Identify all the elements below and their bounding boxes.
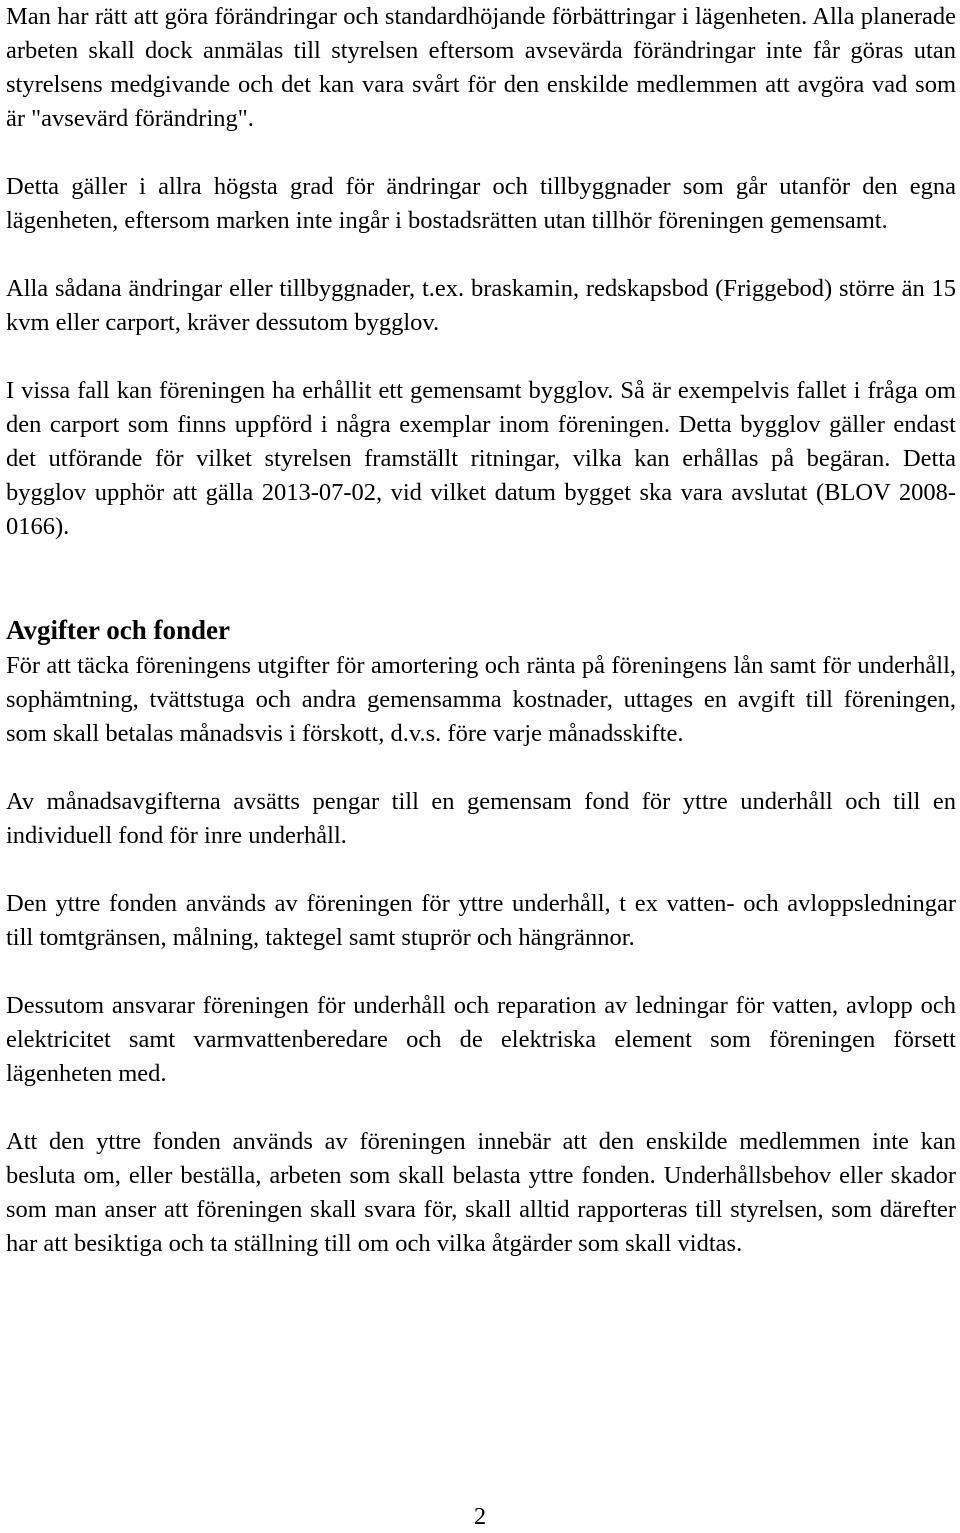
sentence: Dessutom ansvarar föreningen för underhåll och reparation av ledningar för vatten, avlopp och elektricitet samt varmvattenberedare och de elektriska element som föreningen försett lägenheten med. — [6, 992, 956, 1087]
paragraph-joint-permit — [6, 374, 956, 544]
sentence: Av månadsavgifterna avsätts pengar till en gemensam fond för yttre underhåll och till en individuell fond för inre underhåll. — [6, 788, 956, 849]
sentence: Alla sådana ändringar eller tillbyggnader, t.ex. braskamin, redskapsbod (Friggebod) större än 15 kvm eller carport, kräver dessutom bygglov. — [6, 275, 956, 336]
paragraph-fees — [6, 649, 956, 751]
sentence: Detta bygglov upphör att gälla 2013-07-02, vid vilket datum bygget ska vara avslutat (BLOV 2008-0166). — [6, 445, 956, 540]
sentence: Att den yttre fonden används av föreningen innebär att den enskilde medlemmen inte kan besluta om, eller beställa, arbeten som skall belasta yttre fonden. — [6, 1128, 956, 1189]
sentence: I vissa fall kan föreningen ha erhållit ett gemensamt bygglov. — [6, 377, 614, 404]
paragraph-outside-apartment — [6, 170, 956, 238]
page-number: 2 — [473, 1503, 487, 1530]
sentence: Man har rätt att göra förändringar och standardhöjande förbättringar i lägenheten. — [6, 3, 808, 30]
paragraph-building-permit — [6, 272, 956, 340]
sentence: Detta bygglov gäller endast det utförande för vilket styrelsen framställt ritningar, vilka kan erhållas på begäran. — [6, 411, 956, 472]
section-heading: Avgifter och fonder — [6, 615, 230, 645]
paragraph-responsibility — [6, 989, 956, 1091]
sentence: För att täcka föreningens utgifter för amortering och ränta på föreningens lån samt för underhåll, sophämtning, tvättstuga och andra gemensamma kostnader, uttages en avgift till föreningen, som skall betalas månadsvis i förskott, d.v.s. före varje månadsskifte. — [6, 652, 956, 747]
sentence: Alla planerade arbeten skall dock anmälas till styrelsen eftersom avsevärda förändringar inte får göras utan styrelsens medgivande och det kan vara svårt för den enskilde medlemmen att avgöra vad som är "avsevärd förändring". — [6, 3, 956, 132]
paragraph-outer-fund — [6, 887, 956, 955]
document-page — [6, 0, 956, 1261]
sentence: Den yttre fonden används av föreningen för yttre underhåll, t ex vatten- och avloppsledningar till tomtgränsen, målning, taktegel samt stuprör och hängrännor. — [6, 890, 956, 951]
paragraph-funds — [6, 785, 956, 853]
paragraph-reporting — [6, 1125, 956, 1261]
sentence: Underhållsbehov eller skador som man anser att föreningen skall svara för, skall alltid rapporteras till styrelsen, som därefter har att besiktiga och ta ställning till om och vilka åtgärder som skall vidtas. — [6, 1162, 956, 1257]
paragraph-changes — [6, 0, 956, 136]
intro-section — [6, 0, 956, 544]
fees-section — [6, 611, 956, 1261]
sentence: Så är exempelvis fallet i fråga om den carport som finns uppförd i några exemplar inom föreningen. — [6, 377, 957, 438]
sentence: Detta gäller i allra högsta grad för ändringar och tillbyggnader som går utanför den egna lägenheten, eftersom marken inte ingår i bostadsrätten utan tillhör föreningen gemensamt. — [6, 173, 956, 234]
